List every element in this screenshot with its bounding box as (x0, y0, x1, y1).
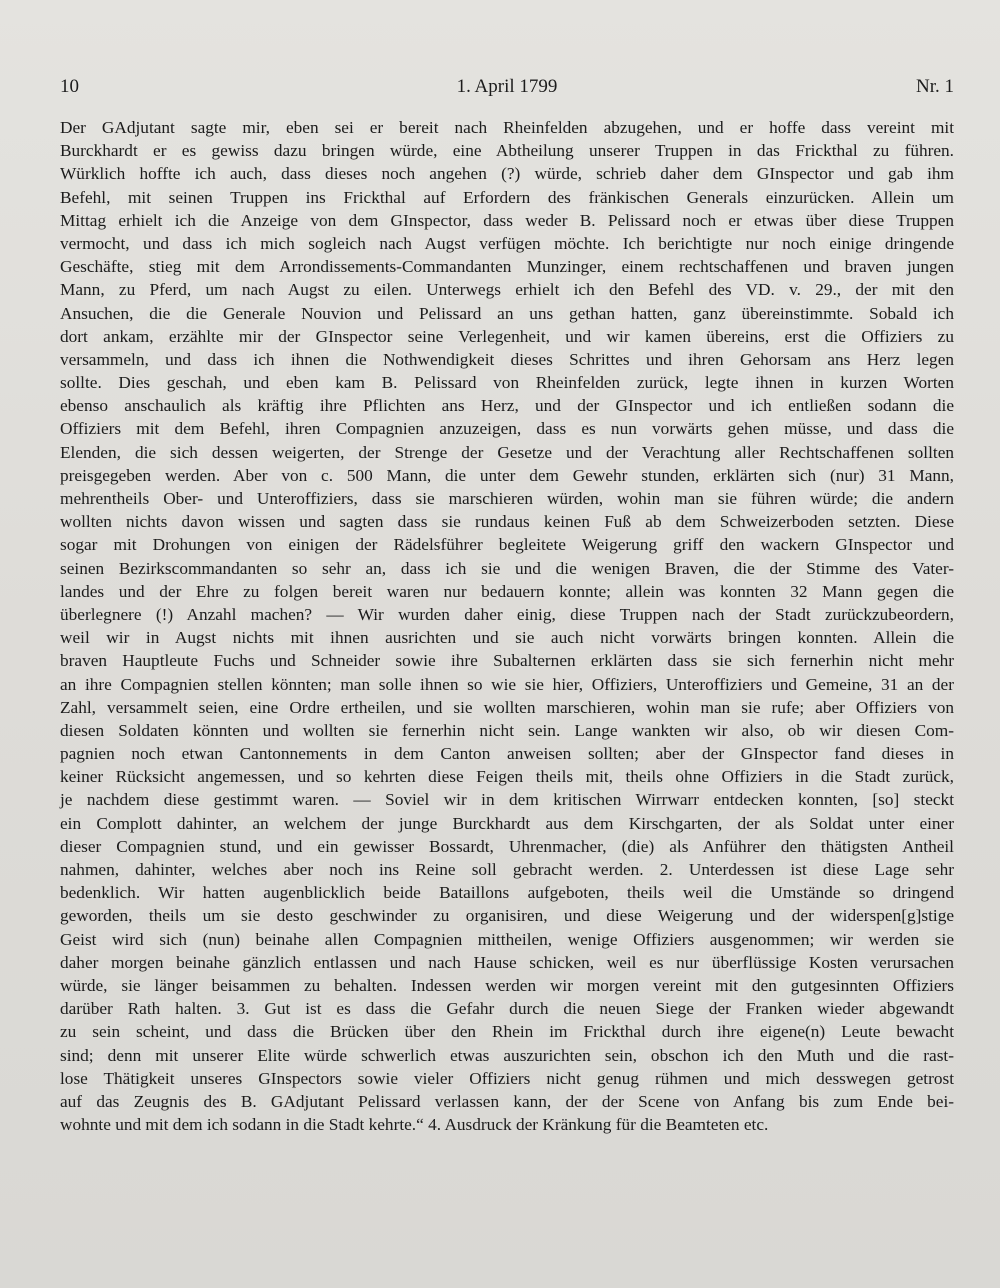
text-line: weil wir in Augst nichts mit ihnen ausrichten und sie auch nicht vorwärts bringen konnten. Allein die (60, 628, 954, 648)
text-line: landes und der Ehre zu folgen bereit waren nur bedauern konnte; allein was konnten 32 Mann gegen die (60, 581, 954, 601)
text-line: diesen Soldaten könnten und wollten sie fernerhin nicht sein. Lange wankten wir also, ob wir diesen Com- (60, 720, 954, 740)
text-line: überlegnere (!) Anzahl machen? — Wir wurden daher einig, diese Truppen nach der Stadt zurückzubeordern, (60, 604, 954, 624)
running-header (60, 76, 954, 106)
text-line: geworden, theils um sie desto geschwinder zu organisiren, und diese Weigerung und der widerspen[g]stige (60, 906, 954, 926)
text-line: seinen Bezirkscommandanten so sehr an, dass ich sie und die wenigen Braven, die der Stimme des Vater- (60, 558, 954, 578)
text-line: zu sein scheint, und dass die Brücken über den Rhein im Frickthal durch ihre eigene(n) Leute bewacht (60, 1022, 954, 1042)
text-line: Befehl, mit seinen Truppen ins Frickthal auf Erfordern des fränkischen Generals einzurücken. Allein um (60, 187, 954, 207)
text-line: sogar mit Drohungen von einigen der Rädelsführer begleitete Weigerung griff den wackern GInspector und (60, 535, 954, 555)
text-line: Zahl, versammelt seien, eine Ordre ertheilen, und sie wollten marschieren, wohin man sie rufe; aber Offiziers von (60, 697, 954, 717)
text-line: vermocht, und dass ich mich sogleich nach Augst verfügen möchte. Ich berichtigte nur noch einige dringende (60, 233, 954, 253)
text-line: ebenso anschaulich als kräftig ihre Pflichten ans Herz, und der GInspector und ich entließen sodann die (60, 396, 954, 416)
text-line: daher morgen beinahe gänzlich entlassen und nach Hause schicken, weil es nur überflüssige Kosten verursachen (60, 952, 954, 972)
text-line: wohnte und mit dem ich sodann in die Stadt kehrte.“ 4. Ausdruck der Kränkung für die Beamteten etc. (60, 1115, 769, 1135)
text-line: Elenden, die sich dessen weigerten, der Strenge der Gesetze und der Verachtung aller Rechtschaffenen sollten (60, 442, 954, 462)
text-line: auf das Zeugnis des B. GAdjutant Pelissard verlassen kann, der der Scene von Anfang bis zum Ende bei- (60, 1091, 954, 1111)
text-line: dieser Compagnien stund, und ein gewisser Bossardt, Uhrenmacher, (die) als Anführer den thätigsten Antheil (60, 836, 954, 856)
text-line: wollten nichts davon wissen und sagten dass sie rundaus keinen Fuß ab dem Schweizerboden setzten. Diese (60, 512, 954, 532)
text-line: an ihre Compagnien stellen könnten; man solle ihnen so wie sie hier, Offiziers, Unteroffiziers und Gemeine, 31 an der (60, 674, 954, 694)
header-date: 1. April 1799 (456, 76, 558, 97)
text-line: Mittag erhielt ich die Anzeige von dem GInspector, dass weder B. Pelissard noch er etwas über diese Truppen (60, 210, 954, 230)
text-line: pagnien noch etwan Cantonnements in dem Canton anweisen sollten; aber der GInspector fand dieses in (60, 744, 954, 764)
text-line: braven Hauptleute Fuchs und Schneider sowie ihre Subalternen erklärten dass sie sich fernerhin nicht mehr (60, 651, 954, 671)
text-line: darüber Rath halten. 3. Gut ist es dass die Gefahr durch die neuen Siege der Franken wieder abgewandt (60, 999, 954, 1019)
body-text (60, 116, 954, 1136)
text-line: lose Thätigkeit unseres GInspectors sowie vieler Offiziers nicht genug rühmen und mich desswegen getrost (60, 1068, 954, 1088)
text-line: sind; denn mit unserer Elite würde schwerlich etwas auszurichten sein, obschon ich den Muth und die rast- (60, 1045, 954, 1065)
page-number: 10 (60, 76, 79, 97)
text-line: bedenklich. Wir hatten augenblicklich beide Bataillons aufgeboten, theils weil die Umstände so dringend (60, 883, 954, 903)
text-line: keiner Rücksicht angemessen, und so kehrten diese Feigen theils mit, theils ohne Offiziers in die Stadt zurück, (60, 767, 954, 787)
text-line: würde, sie länger beisammen zu behalten. Indessen werden wir morgen vereint mit den gutgesinnten Offiziers (60, 975, 954, 995)
text-line: Geist wird sich (nun) beinahe allen Compagnien mittheilen, wenige Offiziers ausgenommen; wir werden sie (60, 929, 954, 949)
text-line: Geschäfte, stieg mit dem Arrondissements-Commandanten Munzinger, einem rechtschaffenen und braven jungen (60, 257, 954, 277)
text-line: Burckhardt er es gewiss dazu bringen würde, eine Abtheilung unserer Truppen in das Frickthal zu führen. (60, 141, 954, 161)
text-line: versammeln, und dass ich ihnen die Nothwendigkeit dieses Schrittes und ihren Gehorsam ans Herz legen (60, 349, 954, 369)
document-number: Nr. 1 (916, 76, 954, 97)
text-line: mehrentheils Ober- und Unteroffiziers, dass sie marschieren würden, wohin man sie führen würde; die andern (60, 489, 954, 508)
text-line: je nachdem diese gestimmt waren. — Soviel wir in dem kritischen Wirrwarr entdecken konnten, [so] steckt (60, 790, 954, 810)
text-line: preisgegeben werden. Aber von c. 500 Mann, die unter dem Gewehr stunden, erklärten sich (nur) 31 Mann, (60, 465, 954, 485)
text-line: dort ankam, erzählte mir der GInspector seine Verlegenheit, und wir kamen übereins, erst die Offiziers zu (60, 326, 954, 346)
text-line: Offiziers mit dem Befehl, ihren Compagnien anzuzeigen, dass es nun vorwärts gehen müsse, und dass die (60, 419, 954, 439)
text-line: ein Complott dahinter, an welchem der junge Burckhardt aus dem Kirschgarten, der als Soldat unter einer (60, 813, 954, 833)
text-line: nahmen, dahinter, welches aber noch ins Reine soll gebracht werden. 2. Unterdessen ist diese Lage sehr (60, 860, 954, 879)
text-line: Mann, zu Pferd, um nach Augst zu eilen. Unterwegs erhielt ich den Befehl des VD. v. 29., der mit den (60, 280, 954, 300)
text-line: sollte. Dies geschah, und eben kam B. Pelissard von Rheinfelden zurück, legte ihnen in kurzen Worten (60, 373, 954, 393)
text-line: Der GAdjutant sagte mir, eben sei er bereit nach Rheinfelden abzugehen, und er hoffe dass vereint mit (60, 118, 954, 137)
text-line: Würklich hoffte ich auch, dass dieses noch angehen (?) würde, schrieb daher dem GInspector und gab ihm (60, 164, 954, 184)
text-line: Ansuchen, die die Generale Nouvion und Pelissard an uns gethan hatten, ganz übereinstimmte. Sobald ich (60, 303, 954, 323)
